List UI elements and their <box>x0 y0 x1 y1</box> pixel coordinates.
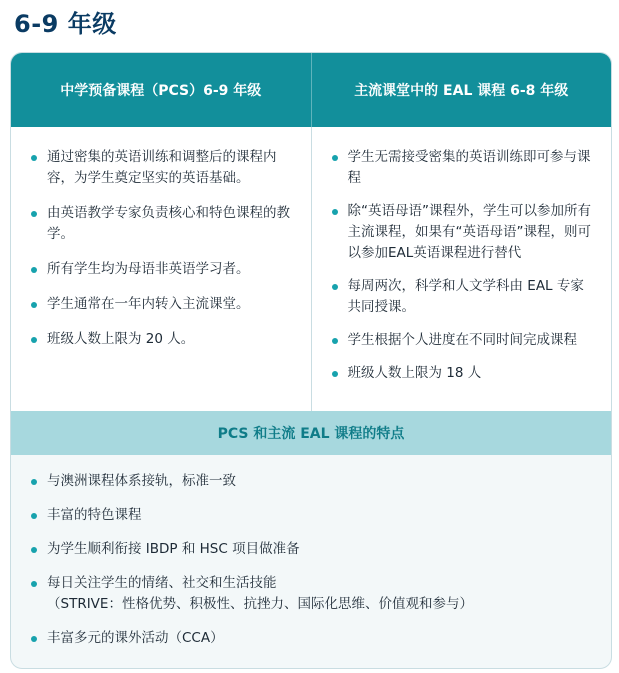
bullet-icon <box>332 284 338 290</box>
list-item: 每日关注学生的情绪、社交和生活技能 （STRIVE：性格优势、积极性、抗挫力、国际化思维、价值观和参与） <box>25 573 597 615</box>
list-item: 通过密集的英语训练和调整后的课程内容，为学生奠定坚实的英语基础。 <box>25 147 297 189</box>
bullet-icon <box>31 581 37 587</box>
list-item: 除“英语母语”课程外，学生可以参加所有主流课程，如果有“英语母语”课程，则可以参加EAL英语课程进行替代 <box>326 201 598 264</box>
list-item: 与澳洲课程体系接轨，标准一致 <box>25 471 597 492</box>
bullet-icon <box>31 211 37 217</box>
list-item: 丰富的特色课程 <box>25 505 597 526</box>
bullet-icon <box>31 302 37 308</box>
list-item: 学生根据个人进度在不同时间完成课程 <box>326 330 598 351</box>
header-pcs: 中学预备课程（PCS）6-9 年级 <box>11 53 312 127</box>
bullet-icon <box>31 155 37 161</box>
bullet-icon <box>31 547 37 553</box>
list-item: 每周两次，科学和人文学科由 EAL 专家共同授课。 <box>326 276 598 318</box>
pcs-column <box>11 127 312 411</box>
bullet-icon <box>31 479 37 485</box>
table-header-row <box>11 53 611 127</box>
header-eal: 主流课堂中的 EAL 课程 6-8 年级 <box>354 83 569 99</box>
bullet-icon <box>332 209 338 215</box>
pcs-list <box>25 147 297 350</box>
list-item: 丰富多元的课外活动（CCA） <box>25 628 597 649</box>
bullet-icon <box>31 267 37 273</box>
list-item: 班级人数上限为 18 人 <box>326 363 598 384</box>
features-title: PCS 和主流 EAL 课程的特点 <box>11 411 611 455</box>
eal-column <box>312 127 612 411</box>
bullet-icon <box>332 371 338 377</box>
bullet-icon <box>31 513 37 519</box>
page-title: 6-9 年级 <box>14 10 117 38</box>
list-item: 为学生顺利衔接 IBDP 和 HSC 项目做准备 <box>25 539 597 560</box>
bullet-icon <box>332 155 338 161</box>
bullet-icon <box>332 338 338 344</box>
list-item: 学生通常在一年内转入主流课堂。 <box>25 294 297 315</box>
bullet-icon <box>31 337 37 343</box>
bullet-icon <box>31 636 37 642</box>
list-item: 班级人数上限为 20 人。 <box>25 329 297 350</box>
comparison-table <box>10 52 612 669</box>
list-item: 由英语教学专家负责核心和特色课程的教学。 <box>25 203 297 245</box>
table-body-row <box>11 127 611 411</box>
list-item: 所有学生均为母语非英语学习者。 <box>25 259 297 280</box>
eal-list <box>326 147 598 384</box>
list-item: 学生无需接受密集的英语训练即可参与课程 <box>326 147 598 189</box>
features-list <box>25 471 597 649</box>
features-section <box>11 455 611 649</box>
